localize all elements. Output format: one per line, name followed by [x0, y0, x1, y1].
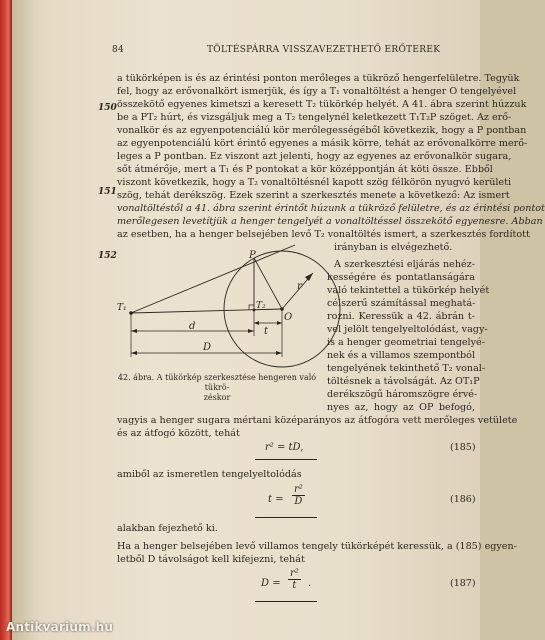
equation-underline [255, 517, 317, 518]
text-line: be a PT₂ húrt, és vizsgáljuk meg a T₂ tengelynél keletkezett T₁T₂P szöget. Az erő- [117, 112, 512, 123]
figure-42 [117, 250, 327, 381]
caption-line-1: 42. ábra. A tükörkép szerkesztése hengeren való tükrö- [117, 373, 317, 392]
text-line: való tekintettel a tükörkép helyét [327, 285, 490, 296]
dim-big-d-arrow-right [276, 351, 282, 355]
dim-d-arrow-right [248, 329, 254, 333]
text-line: amiből az ismeretlen tengelyeltolódás [117, 469, 302, 480]
book-spine-edge [0, 0, 12, 640]
fraction-numerator: r² [290, 568, 299, 579]
equation-186-lhs: t = [268, 494, 284, 505]
equation-underline [255, 459, 317, 460]
text-line-italic: merőlegesen levetítjük a henger tengelyét a vonaltöltéssel összekötő egyenesre. Abban [117, 216, 543, 227]
margin-number-150: 150 [98, 103, 117, 113]
text-line: A szerkesztési eljárás nehéz- [334, 259, 475, 270]
text-line: nyes az, hogy az OP befogó, [327, 402, 475, 413]
text-line: az esetben, ha a henger belsejében levő T₂ vonaltöltés ismert, a szerkesztés fordított [117, 229, 530, 240]
text-line: viszont következik, hogy a T₂ vonaltöltésnél kapott szög félkörön nyugvó kerületi [117, 177, 512, 188]
text-line: a tükörképen is és az érintési ponton merőleges a tükröző hengerfelületre. Tegyük [117, 73, 520, 84]
equation-187-tail: . [308, 578, 312, 589]
equation-187-fraction [288, 568, 301, 591]
text-line: Ha a henger belsejében levő villamos tengely tükörképét keressük, a (185) egyen- [117, 541, 517, 552]
text-line: tengelyének tekinthető T₂ vonal- [327, 363, 486, 374]
running-title: TÖLTÉSPÁRRA VISSZAVEZETHETŐ ERŐTEREK [207, 45, 441, 55]
text-line: is a henger geometriai tengelyé- [327, 337, 485, 348]
watermark-text: Antikvarium.hu [6, 620, 114, 634]
equation-number-187: (187) [450, 578, 476, 589]
margin-number-151: 151 [98, 187, 117, 197]
equation-187-lhs: D = [261, 578, 281, 589]
page-number: 84 [112, 45, 125, 55]
figure-42-diagram [117, 250, 327, 381]
label-p: P [249, 250, 256, 261]
text-line: rozni. Keressük a 42. ábrán t- [327, 311, 475, 322]
fraction-denominator: D [294, 496, 303, 507]
text-line: összekötő egyenes kimetszi a keresett T₂ tükörkép helyét. A 41. ábra szerint húzzuk [117, 99, 527, 110]
dim-d-arrow-left [131, 329, 137, 333]
dim-big-d-arrow-left [131, 351, 137, 355]
text-line: kességére és pontatlanságára [327, 272, 475, 283]
text-line: irányban is elvégezhető. [334, 242, 453, 253]
label-d: d [189, 321, 196, 332]
text-line: letből D távolságot kell kifejezni, tehát [117, 554, 305, 565]
fraction-denominator: t [292, 580, 297, 591]
equation-number-185: (185) [450, 442, 476, 453]
dim-t-arrow-left [254, 321, 259, 325]
text-line: és az átfogó között, tehát [117, 428, 240, 439]
tangent-line [131, 245, 295, 313]
text-line: töltésnek a távolságát. Az OT₁P [327, 376, 480, 387]
text-line: nek és a villamos szempontból [327, 350, 476, 361]
equation-number-186: (186) [450, 494, 476, 505]
text-line: az egyenpotenciálú kört érintő egyenes a másik körre, tehát az erővonalkörre merő- [117, 138, 528, 149]
label-t: t [264, 326, 269, 337]
text-line: vel jelölt tengelyeltolódást, vagy- [327, 324, 488, 335]
text-line: célszerű számítással meghatá- [327, 298, 476, 309]
text-line: fel, hogy az erővonalkört ismerjük, és így a T₁ vonaltöltést a henger O tengelyével [117, 86, 517, 97]
dim-t-arrow-right [277, 321, 282, 325]
equation-186-fraction [292, 484, 305, 507]
label-t1: T₁ [117, 303, 127, 313]
text-line: szög, tehát derékszög. Ezek szerint a szerkesztés menete a következő: Az ismert [117, 190, 510, 201]
text-line-italic: vonaltöltéstől a 41. ábra szerint érintőt húzunk a tükröző felületre, és az érintési pontot [117, 203, 545, 214]
book-page [12, 0, 545, 640]
label-big-d: D [203, 342, 212, 353]
caption-line-2: zéskor [203, 393, 231, 402]
text-line: vagyis a henger sugara mértani középarányos az átfogóra vett merőleges vetülete [117, 415, 518, 426]
equation-underline [255, 601, 317, 602]
text-line: derékszögű háromszögre érvé- [327, 389, 478, 400]
figure-caption [112, 373, 322, 403]
label-r: r [297, 281, 302, 292]
text-line: sőt átmérője, mert a T₁ és P pontokat a kör középpontján át köti össze. Ebből [117, 164, 493, 175]
margin-number-152: 152 [98, 251, 117, 261]
arrow-head [305, 273, 313, 281]
label-o: O [284, 312, 293, 323]
text-line: vonalkör és az egyenpotenciálú kör merőlegességéből következik, hogy a P pontban [117, 125, 527, 136]
text-line: leges a P pontban. Ez viszont azt jelenti, hogy az egyenes az erővonalkör sugara, [117, 151, 512, 162]
equation-185: r² = tD, [265, 442, 304, 453]
fraction-numerator: r² [294, 484, 303, 495]
label-t2: T₂ [256, 301, 266, 311]
text-line: alakban fejezhető ki. [117, 523, 218, 534]
